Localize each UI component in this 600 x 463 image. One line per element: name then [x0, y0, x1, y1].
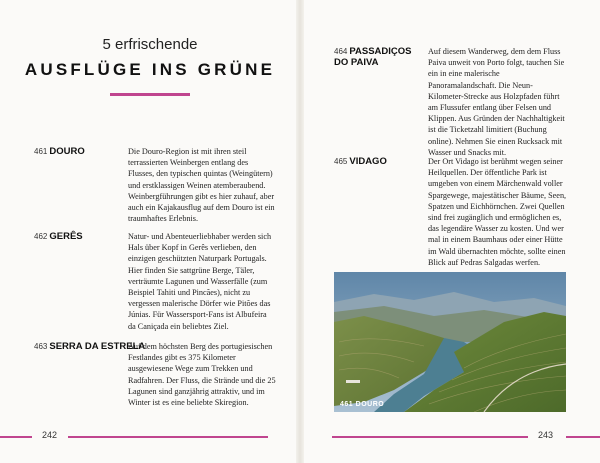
footer-rule-right-inner	[332, 436, 528, 438]
douro-valley-photo	[334, 272, 566, 412]
entry-paragraph: Natur- und Abenteuerliebhaber werden sich Hals über Kopf in Gerês verlieben, den einzigen geschützten Naturpark Portugals. Hier finden Sie sattgrüne Berge, Täler, verträumte Lagunen und Wasserfälle (zum Beispiel Tahiti und Pincães), nicht zu vergessen malerische Dörfer wie Pitões das Júnias. Für Wassersport-Fans ist Albufeira da Caniçada ein beliebtes Ziel.	[128, 232, 272, 331]
douro-landscape-illustration	[334, 272, 566, 412]
entry-text-vidago	[428, 156, 568, 268]
entry-name: PASSADIÇOS DO PAIVA	[334, 46, 412, 68]
entry-paragraph: Die Douro-Region ist mit ihren steil terrassierten Weinbergen entlang des Flusses, den typischen quintas (Weingütern) und erstklassigen Weinen atemberaubend. Weinbergführungen gibt es hier zuhauf, aber auch ein Kajakausflug auf dem Douro ist ein traumhaftes Erlebnis.	[128, 147, 275, 224]
entry-text-douro	[128, 146, 276, 224]
photo-caption-title: DOURO	[355, 401, 385, 408]
section-kicker: 5 erfrischende	[102, 36, 198, 53]
entry-number: 462	[34, 232, 48, 241]
entry-name: DOURO	[49, 146, 85, 157]
entry-title-geres	[34, 231, 83, 242]
entry-number: 461	[34, 147, 48, 156]
entry-paragraph: Auf dem höchsten Berg des portugiesischen Festlandes gibt es 375 Kilometer ausgewiesene Wege zum Trekken und Radfahren. Der Fluss, die Strände und die 25 Lagunen sind ganzjährig attraktiv, und im Winter ist es eine beliebte Skiregion.	[128, 342, 276, 408]
entry-title-vidago	[334, 156, 387, 167]
headline-underline	[110, 93, 190, 96]
footer-rule-left-outer	[0, 436, 32, 438]
entry-name: VIDAGO	[349, 156, 387, 167]
entry-title-passadicos-do-paiva	[334, 46, 414, 68]
photo-caption	[340, 401, 384, 408]
entry-number: 465	[334, 157, 348, 166]
photo-caption-number: 461	[340, 401, 354, 408]
entry-title-douro	[34, 146, 85, 157]
footer-rule-left-inner	[68, 436, 268, 438]
entry-name: GERÊS	[49, 231, 83, 242]
entry-text-serra-da-estrela	[128, 341, 276, 408]
footer-rule-right-outer	[566, 436, 600, 438]
entry-text-geres	[128, 231, 276, 332]
entry-paragraph: Auf diesem Wanderweg, dem dem Fluss Paiva unweit von Porto folgt, tauchen Sie ein in eine malerische Panoramalandschaft. Die Neun-Kilometer-Strecke aus Holzpfaden führt am Flussufer entlang über Felsen und Klippen. Aus Gründen der Nachhaltigkeit ist die Ticketzahl limitiert (Buchung online). Nehmen Sie einen Rucksack mit Wasser und Snacks mit.	[428, 47, 565, 157]
entry-text-passadicos-do-paiva	[428, 46, 568, 158]
entry-number: 463	[34, 342, 48, 351]
entry-name: SERRA DA ESTRELA	[49, 341, 146, 352]
page-number-right: 243	[538, 430, 554, 440]
section-headline: AUSFLÜGE INS GRÜNE	[24, 60, 276, 79]
right-page	[300, 0, 600, 463]
entry-number: 464	[334, 47, 348, 56]
page-number-left: 242	[42, 430, 58, 440]
entry-paragraph: Der Ort Vidago ist berühmt wegen seiner Heilquellen. Der öffentliche Park ist umgeben von einem Märchenwald voller Spargewege, majestätischer Bäume, Seen, Spatzen und Eichhörnchen. Zwei Quellen sind frei zugänglich und ermöglichen es, das legendäre Wasser zu kosten. Und wer mal in einem Baumhaus oder einer Hütte im Wald übernachten möchte, sollte einen Blick auf Pedras Salgadas werfen.	[428, 157, 567, 267]
